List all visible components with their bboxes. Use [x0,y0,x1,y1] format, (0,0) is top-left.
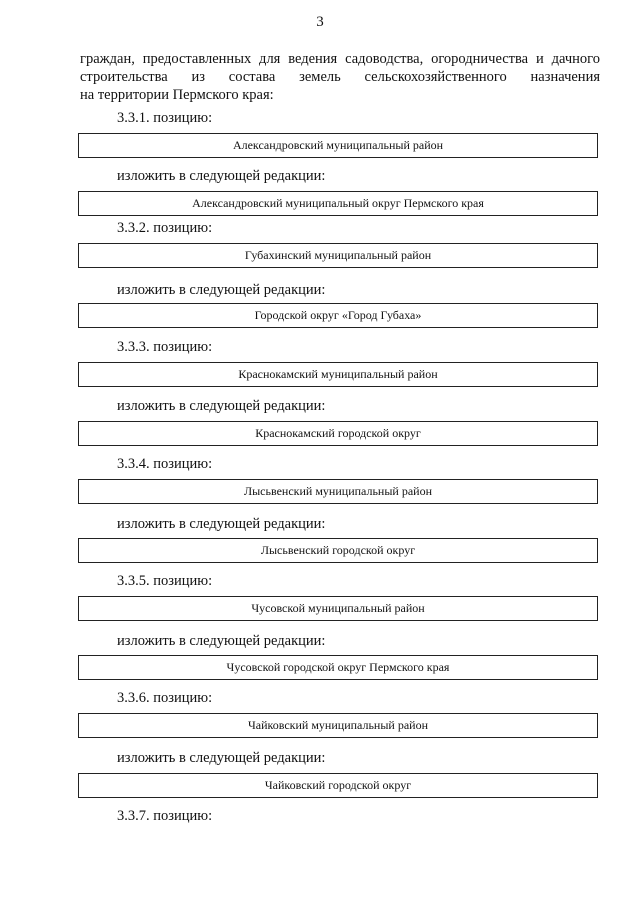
position-label: 3.3.5. позицию: [117,573,213,589]
position-label: 3.3.3. позицию: [117,339,213,355]
new-value: Чусовской городской округ Пермского края [226,660,450,674]
old-value: Чусовской муниципальный район [251,601,425,615]
edit-phrase: изложить в следующей редакции: [117,398,326,414]
old-value-box [78,713,598,738]
position-label: 3.3.7. позицию: [117,808,213,824]
new-value: Лысьвенский городской округ [260,543,416,557]
old-value: Губахинский муниципальный район [244,248,432,262]
intro-line-2: строительства из состава земель сельскохозяйственного назначения [80,69,600,85]
new-value: Чайковский городской округ [264,778,412,792]
old-value-box [78,596,598,621]
position-label: 3.3.4. позицию: [117,456,213,472]
edit-phrase: изложить в следующей редакции: [117,750,326,766]
position-label: 3.3.2. позицию: [117,220,213,236]
new-value-box [78,655,598,680]
new-value-box [78,191,598,216]
old-value: Чайковский муниципальный район [247,718,429,732]
edit-phrase: изложить в следующей редакции: [117,282,326,298]
old-value-box [78,243,598,268]
position-label: 3.3.6. позицию: [117,690,213,706]
old-value-box [78,362,598,387]
new-value-box [78,773,598,798]
edit-phrase: изложить в следующей редакции: [117,516,326,532]
edit-phrase: изложить в следующей редакции: [117,168,326,184]
new-value: Краснокамский городской округ [255,426,421,440]
old-value: Лысьвенский муниципальный район [243,484,432,498]
new-value: Городской округ «Город Губаха» [254,308,422,322]
intro-line-3: на территории Пермского края: [80,87,274,103]
new-value: Александровский муниципальный округ Пермского края [192,196,484,210]
old-value-box [78,133,598,158]
new-value-box [78,538,598,563]
edit-phrase: изложить в следующей редакции: [117,633,326,649]
new-value-box [78,421,598,446]
position-label: 3.3.1. позицию: [117,110,213,126]
old-value-box [78,479,598,504]
page-number: 3 [316,14,324,30]
intro-line-1: граждан, предоставленных для ведения садоводства, огородничества и дачного [80,51,600,67]
old-value: Краснокамский муниципальный район [238,367,438,381]
intro-paragraph [80,50,600,104]
new-value-box [78,303,598,328]
old-value: Александровский муниципальный район [232,138,444,152]
